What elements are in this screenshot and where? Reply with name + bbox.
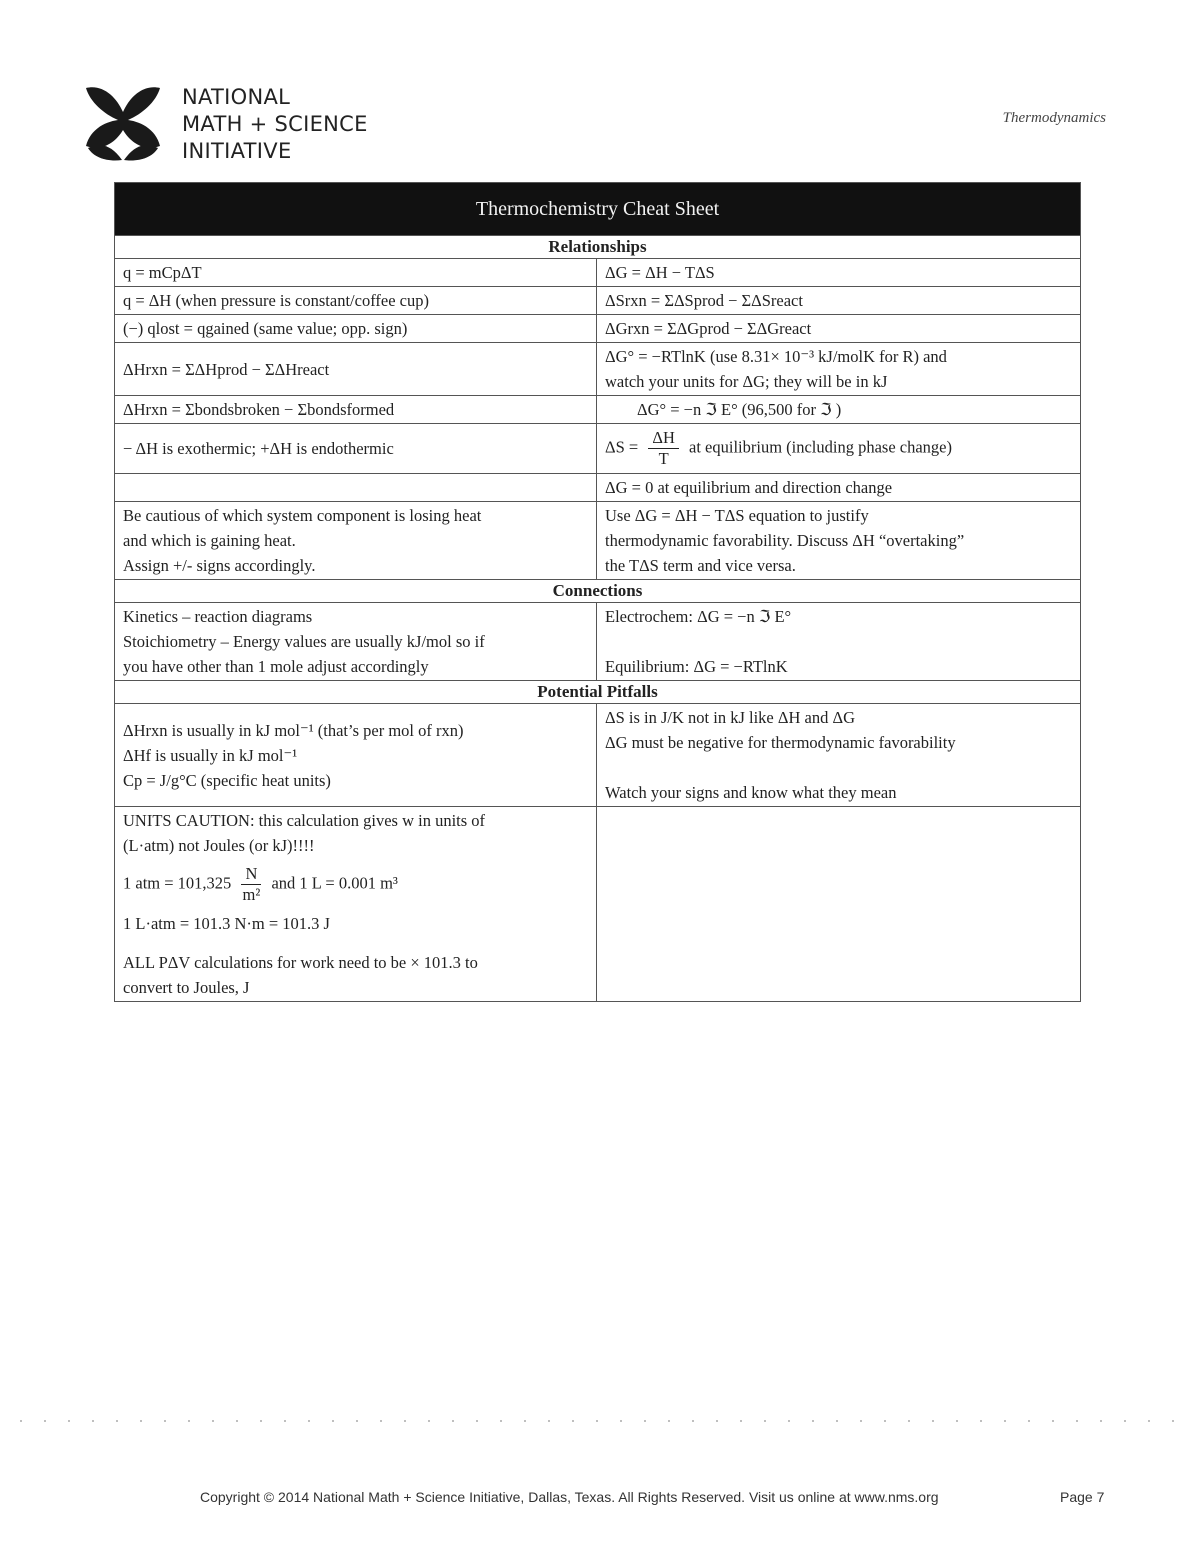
cell-line: ΔG° = −RTlnK (use 8.31× 10⁻³ kJ/molK for R) and <box>605 347 947 366</box>
table-row <box>115 343 1081 396</box>
logo-wordmark <box>182 84 368 165</box>
cell <box>597 603 1081 681</box>
table-row <box>115 704 1081 807</box>
cell <box>597 502 1081 580</box>
sheet-title: Thermochemistry Cheat Sheet <box>115 183 1081 236</box>
cell <box>597 807 1081 1002</box>
table-row <box>115 474 1081 502</box>
formula-suffix: and 1 L = 0.001 m³ <box>271 873 398 893</box>
formula-prefix: ΔS = <box>605 437 639 457</box>
cell-line: convert to Joules, J <box>123 978 250 997</box>
table-row <box>115 287 1081 315</box>
formula-suffix: at equilibrium (including phase change) <box>689 437 953 457</box>
section-row <box>115 681 1081 704</box>
cell: (−) qlost = qgained (same value; opp. sign) <box>115 315 597 343</box>
cell-line: (L·atm) not Joules (or kJ)!!!! <box>123 836 315 855</box>
cell-line: Be cautious of which system component is losing heat <box>123 506 482 525</box>
cell: ΔHrxn = Σbondsbroken − Σbondsformed <box>115 396 597 424</box>
cell: ΔSrxn = ΣΔSprod − ΣΔSreact <box>597 287 1081 315</box>
cell <box>597 343 1081 396</box>
cell: ΔG = 0 at equilibrium and direction change <box>597 474 1081 502</box>
table-row <box>115 259 1081 287</box>
table-row <box>115 603 1081 681</box>
cell-line: thermodynamic favorability. Discuss ΔH “overtaking” <box>605 531 965 550</box>
topic-label: Thermodynamics <box>1002 110 1106 126</box>
logo-line-3: INITIATIVE <box>182 139 292 163</box>
page-number: Page 7 <box>1060 1489 1105 1505</box>
cell: − ΔH is exothermic; +ΔH is endothermic <box>115 424 597 474</box>
nmsi-logo-mark-icon <box>82 82 164 164</box>
cell-line: Watch your signs and know what they mean <box>605 783 897 802</box>
cell-line: Cp = J/g°C (specific heat units) <box>123 770 331 790</box>
cell-spacer <box>605 755 1072 780</box>
fraction-numerator: ΔH <box>648 428 679 449</box>
cell <box>597 424 1081 474</box>
fraction-numerator: N <box>241 864 261 885</box>
section-pitfalls: Potential Pitfalls <box>115 681 1081 704</box>
cell-line: Equilibrium: ΔG = −RTlnK <box>605 657 788 676</box>
cell: q = mCpΔT <box>115 259 597 287</box>
fraction <box>648 428 679 469</box>
cheat-sheet-table <box>114 182 1081 1002</box>
footer-copyright: Copyright © 2014 National Math + Science Initiative, Dallas, Texas. All Rights Reserved. Visit us online at www.nms.org <box>200 1489 939 1505</box>
fraction <box>241 864 261 905</box>
cell-line: Use ΔG = ΔH − TΔS equation to justify <box>605 506 869 525</box>
cell-spacer <box>605 629 1072 654</box>
cell-line: UNITS CAUTION: this calculation gives w in units of <box>123 811 486 830</box>
cell-line: Assign +/- signs accordingly. <box>123 556 316 575</box>
cell-line: ΔG must be negative for thermodynamic favorability <box>605 733 956 752</box>
table-row <box>115 502 1081 580</box>
section-row <box>115 236 1081 259</box>
cell-spacer <box>123 936 588 950</box>
cell-line: ALL PΔV calculations for work need to be × 101.3 to <box>123 953 478 972</box>
cell: ΔGrxn = ΣΔGprod − ΣΔGreact <box>597 315 1081 343</box>
table-row <box>115 315 1081 343</box>
cell: ΔG = ΔH − TΔS <box>597 259 1081 287</box>
cell-line: the TΔS term and vice versa. <box>605 556 796 575</box>
cell <box>115 704 597 807</box>
conversion-line <box>123 864 588 905</box>
cell <box>597 704 1081 807</box>
fraction-denominator: m² <box>242 885 261 904</box>
cell-line: Electrochem: ΔG = −n ℑ E° <box>605 607 792 626</box>
formula-prefix: 1 atm = 101,325 <box>123 873 232 893</box>
cell <box>115 474 597 502</box>
cell-line: ΔHrxn is usually in kJ mol⁻¹ (that’s per mol of rxn) <box>123 720 464 740</box>
section-connections: Connections <box>115 580 1081 603</box>
cell <box>115 603 597 681</box>
table-row <box>115 424 1081 474</box>
logo-line-1: NATIONAL <box>182 85 291 109</box>
table-row <box>115 396 1081 424</box>
cell-line: 1 L·atm = 101.3 N·m = 101.3 J <box>123 914 330 933</box>
cell <box>115 502 597 580</box>
cell: q = ΔH (when pressure is constant/coffee cup) <box>115 287 597 315</box>
cell-line: and which is gaining heat. <box>123 531 296 550</box>
logo-line-2: MATH + SCIENCE <box>182 112 368 136</box>
cell: ΔG° = −n ℑ E° (96,500 for ℑ ) <box>597 396 1081 424</box>
cell-line: Stoichiometry – Energy values are usually kJ/mol so if <box>123 632 485 651</box>
cell-line: you have other than 1 mole adjust accordingly <box>123 657 429 676</box>
nmsi-logo <box>82 82 402 168</box>
cell-line: Kinetics – reaction diagrams <box>123 607 313 626</box>
section-row <box>115 580 1081 603</box>
fraction-denominator: T <box>658 449 669 468</box>
cell-line: ΔS is in J/K not in kJ like ΔH and ΔG <box>605 708 856 727</box>
cell-line: ΔHf is usually in kJ mol⁻¹ <box>123 745 298 765</box>
section-relationships: Relationships <box>115 236 1081 259</box>
title-row <box>115 183 1081 236</box>
scan-dot-divider <box>0 1418 1200 1424</box>
cell: ΔHrxn = ΣΔHprod − ΣΔHreact <box>115 343 597 396</box>
cell-line: watch your units for ΔG; they will be in kJ <box>605 372 888 391</box>
table-row <box>115 807 1081 1002</box>
cell <box>115 807 597 1002</box>
